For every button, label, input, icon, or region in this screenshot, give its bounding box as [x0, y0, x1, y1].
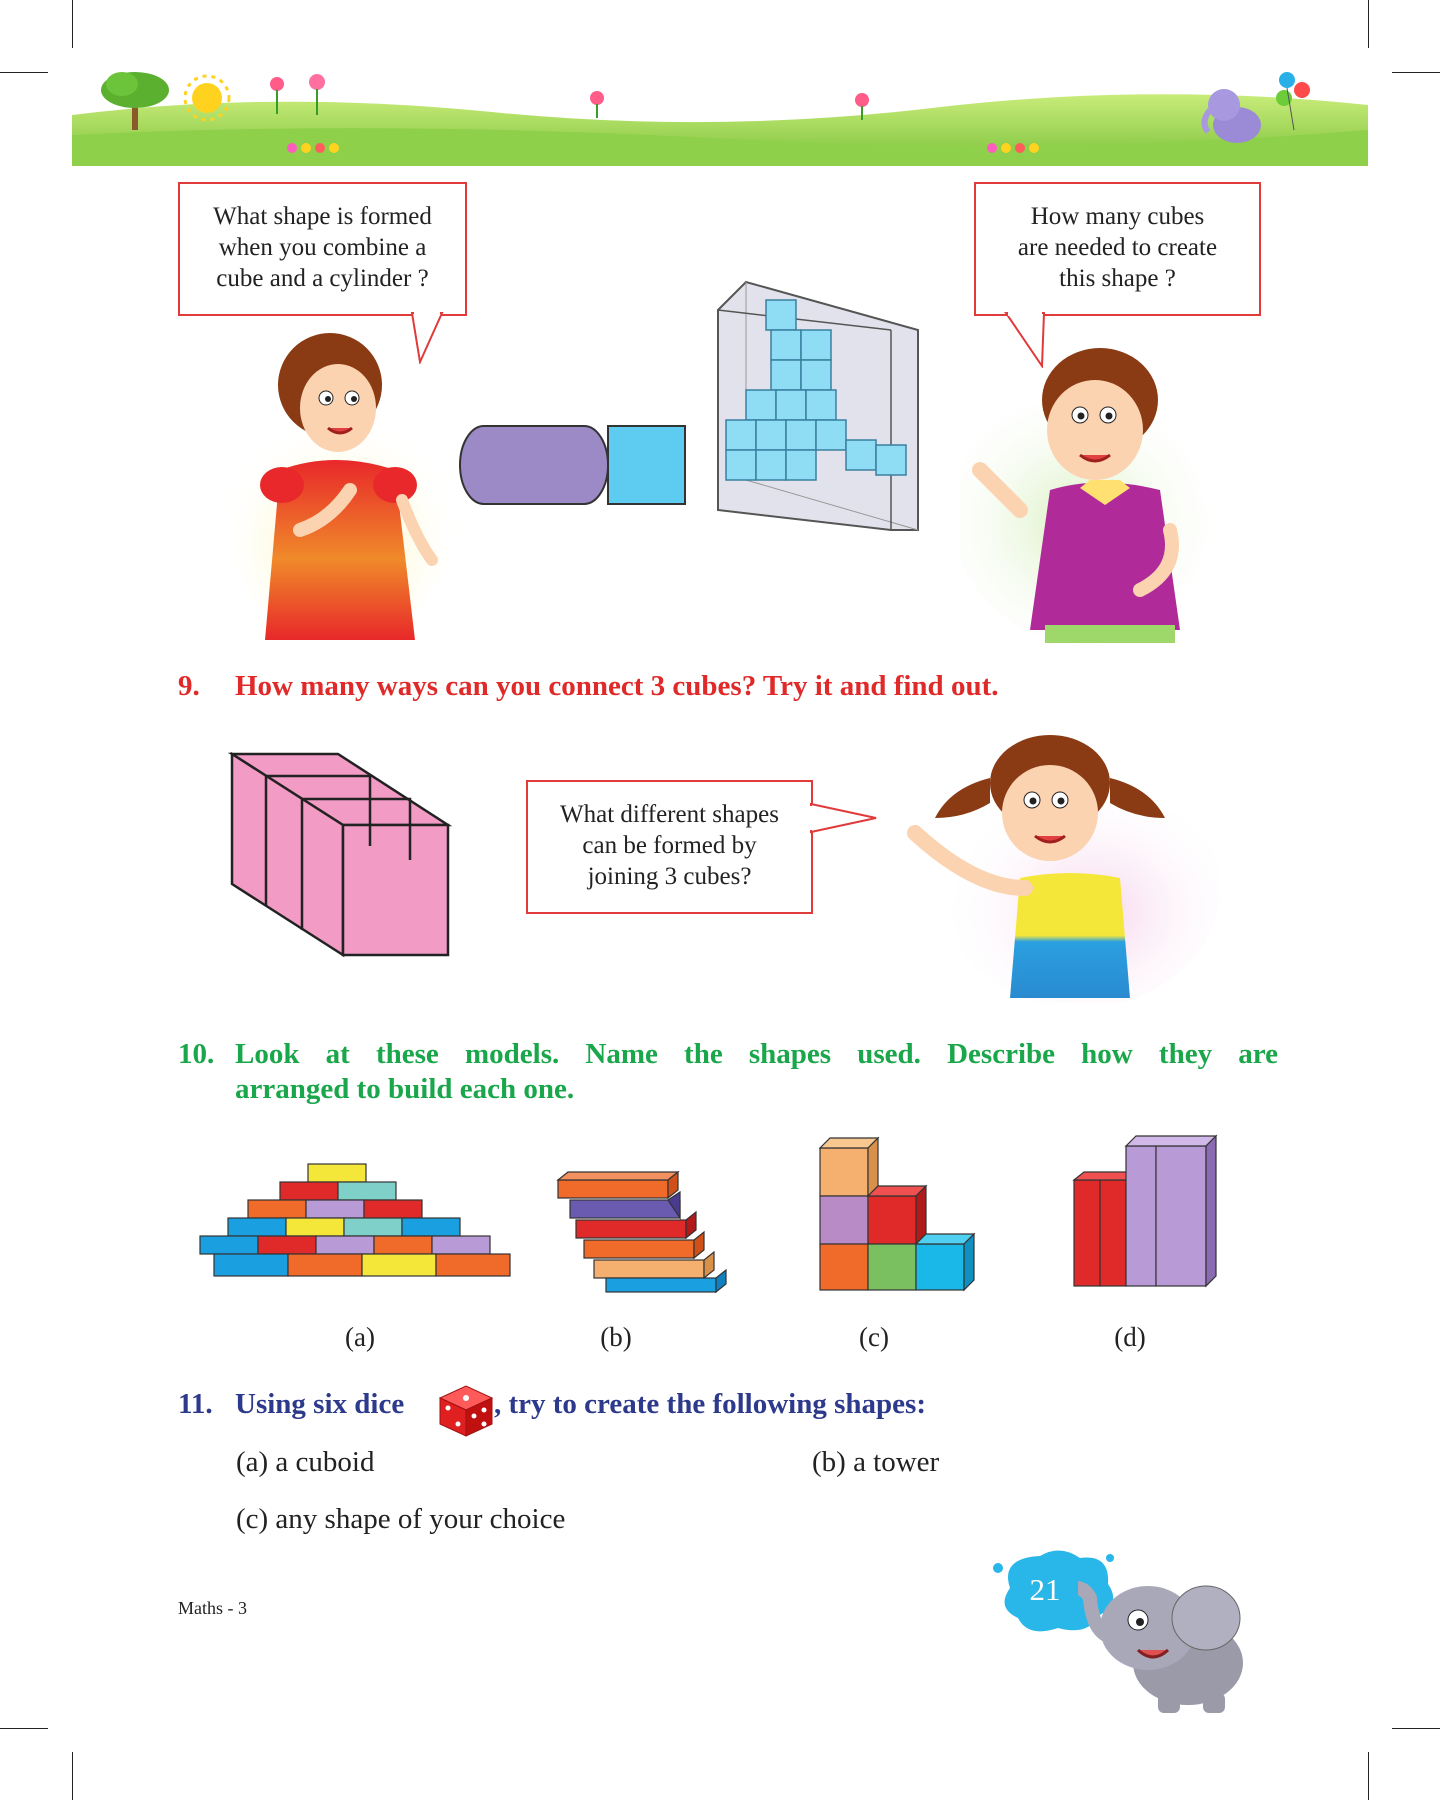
bubble-line: What shape is formed: [213, 203, 432, 230]
crop-mark: [1368, 1752, 1369, 1800]
question-text: How many ways can you connect 3 cubes? Try it and find out.: [235, 670, 999, 702]
question-11: [178, 1388, 1278, 1428]
girl-pointing-illustration: [230, 330, 460, 640]
question-number: 9.: [178, 670, 200, 702]
model-caption-a: (a): [345, 1322, 375, 1352]
model-caption-c: (c): [859, 1322, 889, 1352]
bubble-line: when you combine a: [218, 234, 427, 261]
model-c-cube-steps: [818, 1136, 978, 1292]
question-number: 10.: [178, 1038, 215, 1070]
three-joined-cubes-illustration: [228, 750, 458, 960]
model-a-brick-pyramid: [198, 1162, 514, 1290]
question-10: [178, 1038, 1278, 1110]
question-text: , try to create the following shapes:: [494, 1388, 926, 1420]
bubble-tail: [810, 802, 878, 842]
question-number: 11.: [178, 1388, 213, 1420]
question-text: Using six dice: [235, 1388, 405, 1420]
crop-mark: [1392, 72, 1440, 73]
cube-shape: [608, 426, 685, 504]
speech-bubble-different-shapes: [526, 780, 813, 914]
bubble-line: cube and a cylinder ?: [216, 265, 429, 292]
crop-mark: [1392, 1728, 1440, 1729]
speech-bubble-how-many-cubes: [974, 182, 1261, 316]
bubble-line: can be formed by: [582, 832, 757, 859]
cylinder-shape: [460, 426, 608, 504]
model-caption-d: (d): [1114, 1322, 1146, 1352]
option-a-cuboid: (a) a cuboid: [236, 1446, 375, 1478]
model-d-tall-blocks: [1072, 1132, 1218, 1288]
crop-mark: [0, 72, 48, 73]
elephant-mascot-icon: [1078, 1568, 1268, 1718]
dice-icon: [436, 1380, 496, 1446]
page-number: 21: [1029, 1572, 1061, 1607]
bubble-line: this shape ?: [1059, 265, 1176, 292]
question-text-line: Look at these models. Name the shapes used. Describe how they are: [235, 1038, 1278, 1070]
speech-bubble-cube-cylinder: [178, 182, 467, 316]
question-9: [178, 670, 1278, 710]
bubble-line: are needed to create: [1017, 234, 1218, 261]
cube-structure-in-glass-box: [716, 280, 922, 535]
book-title: Maths - 3: [178, 1598, 247, 1618]
boy-illustration: [960, 330, 1250, 645]
crop-mark: [0, 1728, 48, 1729]
cylinder-and-cube-illustration: [458, 424, 688, 508]
bubble-line: What different shapes: [560, 801, 779, 828]
bubble-line: How many cubes: [1030, 203, 1205, 230]
crop-mark: [72, 0, 73, 48]
question-text-line: arranged to build each one.: [235, 1073, 575, 1105]
crop-mark: [72, 1752, 73, 1800]
option-b-tower: (b) a tower: [812, 1446, 940, 1478]
header-banner: [72, 60, 1368, 166]
flower-icon: [590, 91, 604, 118]
girl-with-pigtails-illustration: [900, 728, 1220, 1003]
option-c-any-shape: (c) any shape of your choice: [236, 1503, 566, 1535]
model-b-slab-stack: [556, 1170, 732, 1294]
bubble-line: joining 3 cubes?: [587, 863, 752, 890]
model-caption-b: (b): [600, 1322, 632, 1352]
crop-mark: [1368, 0, 1369, 48]
